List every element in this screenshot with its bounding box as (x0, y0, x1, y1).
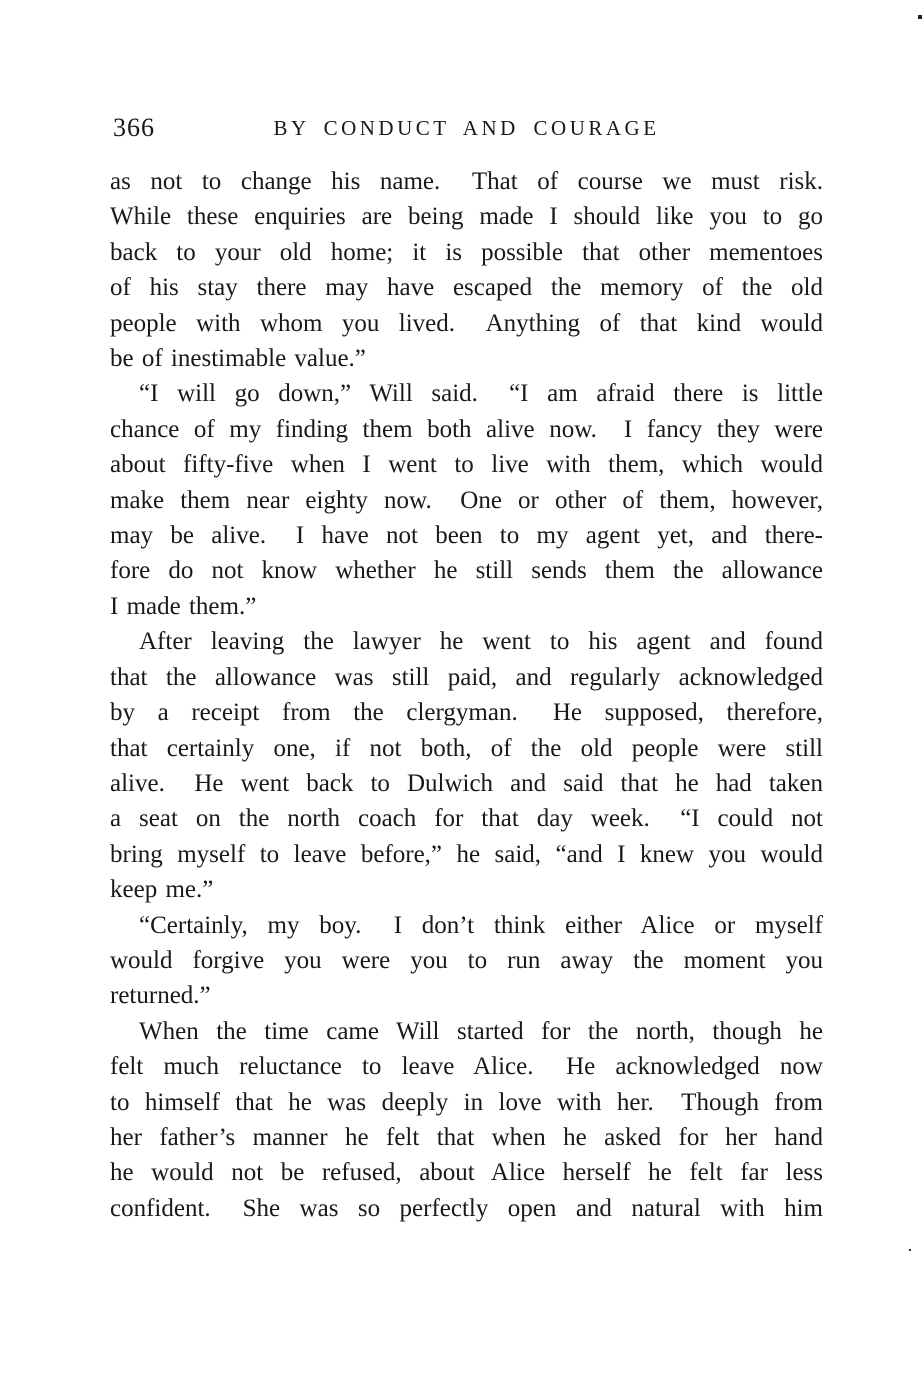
text-line: as not to change his name. That of course we must risk. (110, 168, 823, 195)
text-line: about fifty-five when I went to live with them, which would (110, 451, 823, 479)
text-line: her father’s manner he felt that when he asked for her hand (110, 1123, 823, 1151)
text-line: chance of my finding them both alive now. I fancy they were (110, 415, 823, 443)
page-header (110, 113, 823, 143)
paragraph (110, 908, 823, 1014)
text-line: fore do not know whether he still sends them the allowance (110, 557, 823, 585)
scan-speck-top-right (918, 15, 922, 19)
page-number: 366 (113, 113, 155, 142)
text-line: “I will go down,” Will said. “I am afraid there is little (139, 380, 823, 408)
text-line: make them near eighty now. One or other of them, however, (110, 486, 823, 514)
text-line: back to your old home; it is possible that other mementoes (110, 238, 823, 266)
text-line: may be alive. I have not been to my agent yet, and there- (110, 522, 823, 550)
text-line: be of inestimable value.” (110, 345, 366, 373)
text-line: bring myself to leave before,” he said, “and I knew you would (110, 840, 823, 868)
paragraph (110, 164, 823, 376)
text-line: After leaving the lawyer he went to his agent and found (139, 628, 823, 656)
paragraph (110, 1014, 823, 1226)
text-line: would forgive you were you to run away the moment you (110, 946, 823, 974)
text-line: keep me.” (110, 876, 214, 904)
page-body (110, 164, 823, 1226)
text-line: of his stay there may have escaped the memory of the old (110, 274, 823, 302)
text-line: felt much reluctance to leave Alice. He acknowledged now (110, 1053, 823, 1081)
text-line: When the time came Will started for the north, though he (139, 1017, 823, 1045)
text-line: I made them.” (110, 592, 257, 620)
text-line: to himself that he was deeply in love with her. Though from (110, 1088, 823, 1116)
text-line: While these enquiries are being made I should like you to go (110, 203, 823, 231)
text-line: he would not be refused, about Alice herself he felt far less (110, 1159, 823, 1187)
scan-speck-right-edge (909, 1249, 911, 1251)
text-line: returned.” (110, 982, 211, 1010)
text-line: people with whom you lived. Anything of that kind would (110, 309, 823, 337)
text-line: a seat on the north coach for that day week. “I could not (110, 805, 823, 833)
text-line: by a receipt from the clergyman. He supposed, therefore, (110, 699, 823, 727)
paragraph (110, 376, 823, 624)
text-line: that the allowance was still paid, and regularly acknowledged (110, 663, 823, 691)
text-line: “Certainly, my boy. I don’t think either Alice or myself (139, 911, 823, 939)
running-header: BY CONDUCT AND COURAGE (273, 116, 660, 140)
text-line: confident. She was so perfectly open and natural with him (110, 1194, 823, 1222)
text-line: alive. He went back to Dulwich and said that he had taken (110, 769, 823, 797)
paragraph (110, 624, 823, 907)
text-line: that certainly one, if not both, of the old people were still (110, 734, 823, 762)
